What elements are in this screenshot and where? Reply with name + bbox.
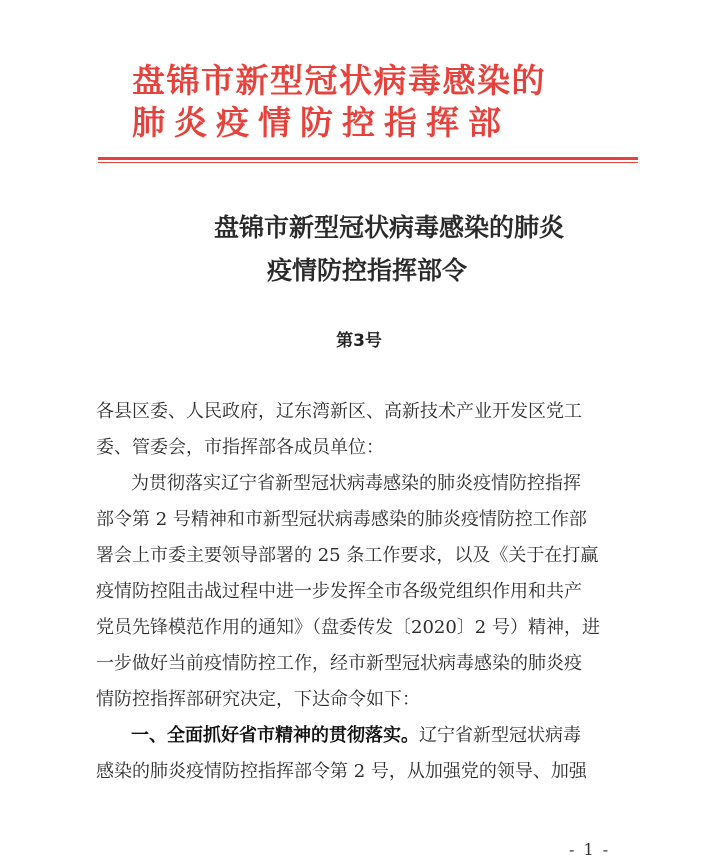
red-divider-thin bbox=[98, 162, 638, 163]
body-line-5: 署会上市委主要领导部署的 25 条工作要求，以及《关于在打赢 bbox=[96, 545, 599, 566]
section-1-heading: 一、全面抓好省市精神的贯彻落实。 bbox=[131, 725, 419, 746]
document-number: 第3号 bbox=[336, 331, 382, 351]
body-line-1: 各县区委、人民政府，辽东湾新区、高新技术产业开发区党工 bbox=[96, 401, 582, 422]
red-divider bbox=[98, 157, 638, 160]
body-line-7: 党员先锋模范作用的通知》（盘委传发〔2020〕2 号）精神，进 bbox=[96, 617, 600, 638]
body-line-last: 感染的肺炎疫情防控指挥部令第 2 号，从加强党的领导、加强 bbox=[96, 761, 587, 782]
section-1-text: 辽宁省新型冠状病毒 bbox=[419, 725, 581, 746]
body-line-9: 情防控指挥部研究决定，下达命令如下： bbox=[96, 689, 420, 710]
body-line-4: 部令第 2 号精神和市新型冠状病毒感染的肺炎疫情防控工作部 bbox=[96, 509, 587, 530]
page-number: - 1 - bbox=[569, 840, 611, 859]
body-line-2: 委、管委会，市指挥部各成员单位： bbox=[96, 437, 384, 458]
body-line-8: 一步做好当前疫情防控工作，经市新型冠状病毒感染的肺炎疫 bbox=[96, 653, 582, 674]
body-line-3: 为贯彻落实辽宁省新型冠状病毒感染的肺炎疫情防控指挥 bbox=[131, 473, 581, 494]
document-title-line-1: 盘锦市新型冠状病毒感染的肺炎 bbox=[213, 213, 564, 242]
issuer-header-line-1: 盘锦市新型冠状病毒感染的 bbox=[132, 61, 546, 100]
body-line-6: 疫情防控阻击战过程中进一步发挥全市各级党组织作用和共产 bbox=[96, 581, 582, 602]
issuer-header-line-2: 肺炎疫情防控指挥部 bbox=[132, 103, 510, 142]
document-title-line-2: 疫情防控指挥部令 bbox=[266, 256, 467, 285]
section-1-line bbox=[131, 724, 621, 748]
